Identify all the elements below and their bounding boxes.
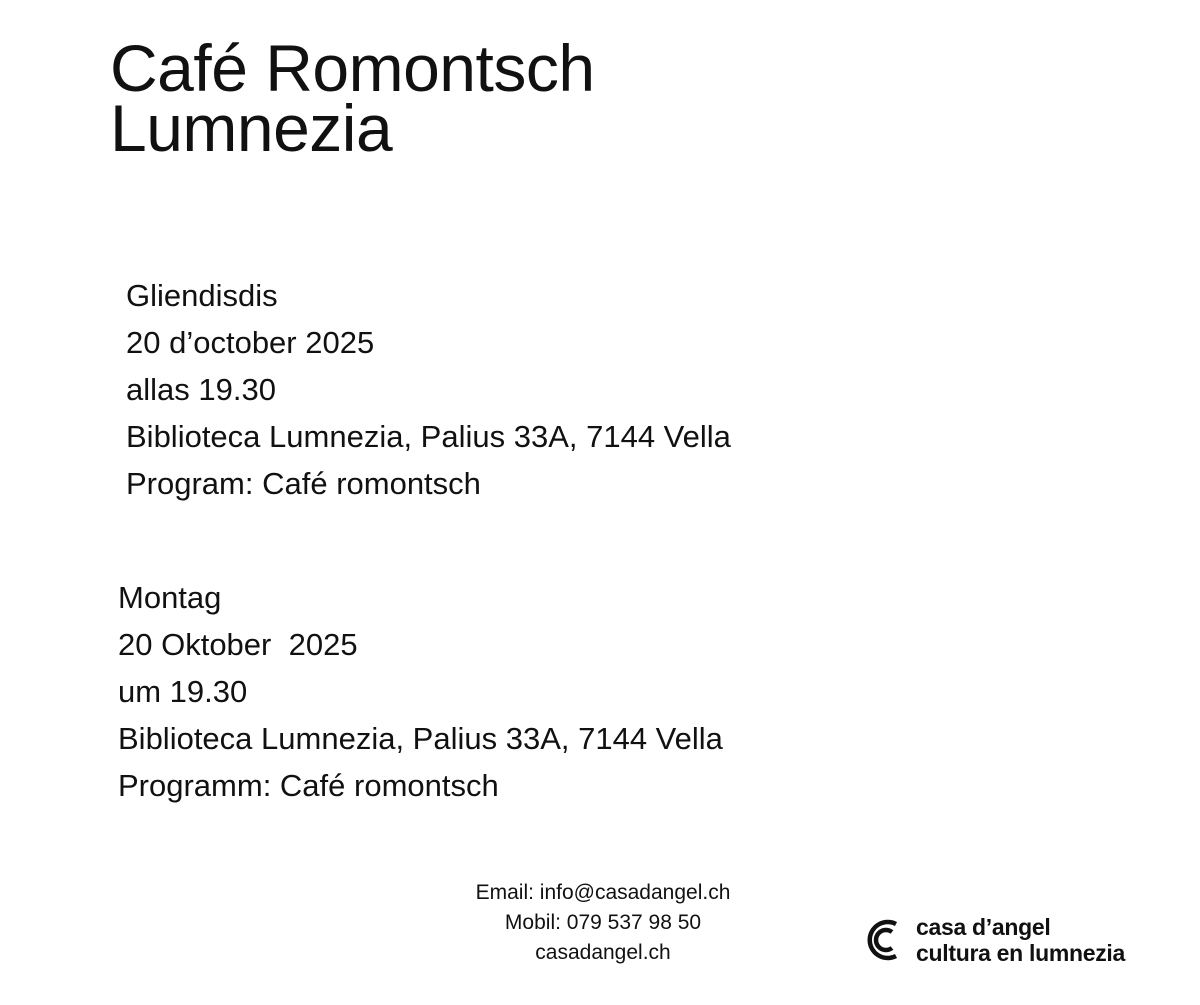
event-time: allas 19.30	[126, 372, 276, 407]
event-details-german	[118, 574, 723, 809]
brand-name: casa d’angel	[916, 914, 1051, 940]
casa-dangel-logo-icon	[864, 916, 906, 964]
event-location: Biblioteca Lumnezia, Palius 33A, 7144 Vella	[126, 419, 731, 454]
event-day: Gliendisdis	[126, 278, 278, 313]
event-date: 20 Oktober 2025	[118, 627, 358, 662]
event-program: Programm: Café romontsch	[118, 768, 499, 803]
event-time: um 19.30	[118, 674, 248, 709]
title-line-1: Café Romontsch	[110, 31, 595, 105]
contact-info	[403, 878, 803, 968]
contact-website[interactable]: casadangel.ch	[535, 941, 671, 964]
brand-tagline: cultura en lumnezia	[916, 940, 1126, 966]
title-line-2: Lumnezia	[110, 91, 393, 165]
event-date: 20 d’october 2025	[126, 325, 375, 360]
brand-text	[916, 914, 1125, 966]
event-location: Biblioteca Lumnezia, Palius 33A, 7144 Vella	[118, 721, 723, 756]
event-day: Montag	[118, 580, 222, 615]
contact-mobile[interactable]: Mobil: 079 537 98 50	[504, 911, 702, 934]
page-title	[110, 31, 595, 165]
contact-email[interactable]: Email: info@casadangel.ch	[475, 881, 731, 904]
brand-logo	[864, 914, 1125, 966]
event-program: Program: Café romontsch	[126, 466, 481, 501]
event-details-romansh	[126, 272, 731, 507]
